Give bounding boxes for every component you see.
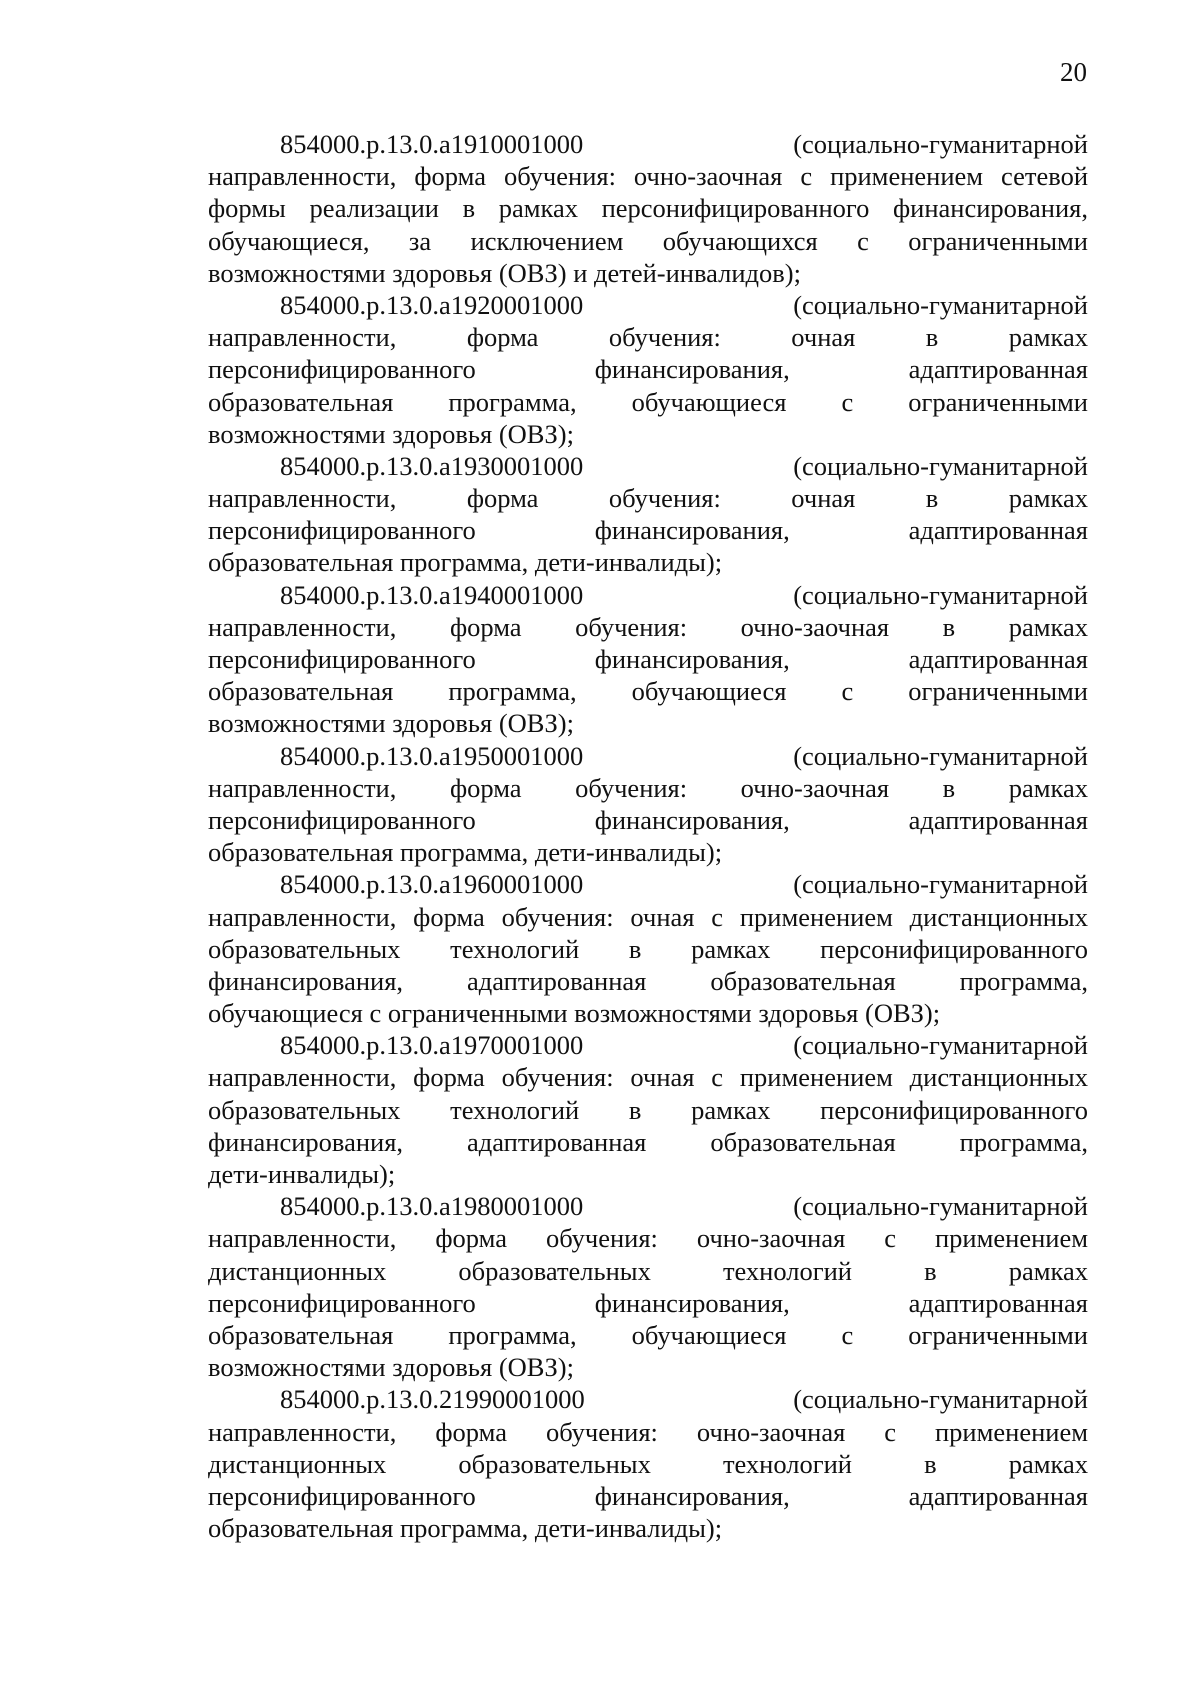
word: рамках	[1008, 483, 1088, 514]
word: очная	[791, 322, 856, 353]
service-code-entry	[208, 1029, 1088, 1190]
word: финансирования,	[594, 515, 790, 546]
word: образовательная	[208, 386, 394, 417]
word: персонифицированного	[208, 1287, 476, 1318]
word: в	[628, 1094, 642, 1125]
service-code-entry	[208, 1383, 1088, 1544]
entry-text-line	[208, 1126, 1088, 1158]
word: обучающиеся,	[208, 225, 370, 256]
word: обучения:	[608, 322, 721, 353]
word: в	[628, 933, 642, 964]
entry-first-line	[208, 868, 1088, 900]
entry-text-line	[208, 772, 1088, 804]
entry-text-line	[208, 386, 1088, 418]
service-code-entry	[208, 128, 1088, 289]
word: персонифицированного	[208, 804, 476, 835]
service-category: (социально-гуманитарной	[793, 129, 1088, 159]
word: направленности,	[208, 1416, 397, 1447]
entry-text-line: дети-инвалиды);	[208, 1159, 396, 1189]
word: технологий	[450, 1094, 580, 1125]
word: адаптированная	[467, 1126, 647, 1157]
entry-text-line	[208, 1480, 1088, 1512]
word: в	[942, 772, 956, 803]
entry-first-line	[208, 1190, 1088, 1222]
service-code-entry	[208, 868, 1088, 1029]
word: применением	[935, 1223, 1088, 1254]
word: финансирования,	[208, 1126, 404, 1157]
word: финансирования,	[594, 804, 790, 835]
word: рамках	[1008, 1255, 1088, 1286]
word: очно-заочная	[740, 611, 890, 642]
word: адаптированная	[908, 804, 1088, 835]
document-body	[208, 128, 1088, 1544]
word: направленности,	[208, 772, 397, 803]
service-code: 854000.р.13.0.а1950001000	[280, 740, 584, 771]
word: образовательных	[208, 933, 401, 964]
service-code: 854000.р.13.0.а1960001000	[280, 869, 584, 900]
word: форма	[435, 1416, 507, 1447]
service-category: (социально-гуманитарной	[793, 1191, 1088, 1222]
word: очная	[791, 483, 856, 514]
entry-text-line: направленности, форма обучения: очно-заочная с применением сетевой	[208, 161, 1088, 192]
entry-text-line	[208, 321, 1088, 353]
word: обучения:	[608, 483, 721, 514]
entry-text-line	[208, 353, 1088, 385]
word: с	[841, 676, 854, 707]
word: финансирования,	[208, 965, 404, 996]
word: финансирования,	[594, 644, 790, 674]
word: очно-заочная	[696, 1416, 846, 1447]
word: ограниченными	[908, 1319, 1088, 1350]
entry-text-line: образовательная программа, дети-инвалиды);	[208, 1513, 723, 1544]
word: с	[857, 225, 869, 256]
word: обучения:	[575, 611, 688, 642]
word: рамках	[1008, 772, 1088, 803]
word: ограниченными	[908, 386, 1088, 417]
entry-first-line	[208, 1383, 1088, 1415]
word: в	[925, 483, 939, 514]
word: адаптированная	[908, 1480, 1088, 1511]
entry-first-line	[208, 128, 1088, 160]
word: технологий	[450, 933, 580, 964]
word: технологий	[722, 1255, 852, 1286]
word: форма	[449, 611, 522, 642]
word: за	[408, 225, 432, 256]
word: рамках	[1008, 1448, 1088, 1479]
entry-text-line	[208, 675, 1088, 707]
word: обучающихся	[662, 225, 818, 256]
word: образовательная	[710, 965, 896, 996]
word: применением	[935, 1416, 1088, 1447]
word: с	[884, 1223, 897, 1254]
service-code-entry	[208, 740, 1088, 869]
entry-text-line: образовательная программа, дети-инвалиды);	[208, 837, 723, 868]
word: программа,	[448, 676, 577, 707]
word: направленности,	[208, 322, 397, 353]
service-category: (социально-гуманитарной	[793, 579, 1088, 610]
word: дистанционных	[208, 1448, 387, 1479]
word: персонифицированного	[208, 1480, 476, 1511]
word: рамках	[691, 933, 771, 964]
service-code-entry	[208, 579, 1088, 740]
word: направленности,	[208, 483, 397, 514]
word: форма	[466, 483, 539, 514]
service-category: (социально-гуманитарной	[793, 1384, 1088, 1415]
service-code: 854000.р.13.0.21990001000	[280, 1384, 585, 1415]
entry-first-line	[208, 740, 1088, 772]
word: программа,	[959, 965, 1088, 996]
word: дистанционных	[208, 1255, 387, 1286]
word: адаптированная	[908, 1287, 1088, 1318]
word: финансирования,	[594, 1480, 790, 1511]
word: образовательных	[208, 1094, 401, 1125]
word: адаптированная	[908, 354, 1088, 385]
entry-text-line: возможностями здоровья (ОВЗ);	[208, 1352, 574, 1383]
word: обучения:	[545, 1416, 658, 1447]
word: в	[942, 611, 956, 642]
entry-text-line	[208, 1094, 1088, 1126]
word: образовательная	[208, 676, 394, 707]
entry-text-line: направленности, форма обучения: очная с применением дистанционных	[208, 1062, 1088, 1093]
entry-text-line	[208, 1222, 1088, 1254]
word: с	[884, 1416, 897, 1447]
entry-text-line	[208, 514, 1088, 546]
entry-text-line: возможностями здоровья (ОВЗ);	[208, 708, 574, 739]
service-category: (социально-гуманитарной	[793, 869, 1088, 900]
entry-first-line	[208, 1029, 1088, 1061]
word: ограниченными	[908, 225, 1088, 256]
service-code: 854000.р.13.0.а1980001000	[280, 1191, 584, 1222]
page-number: 20	[1060, 57, 1087, 87]
word: в	[924, 1255, 937, 1286]
word: адаптированная	[908, 515, 1088, 546]
word: обучающиеся	[631, 676, 787, 707]
word: в	[924, 1448, 937, 1479]
word: рамках	[1008, 322, 1088, 353]
entry-first-line	[208, 289, 1088, 321]
service-category: (социально-гуманитарной	[793, 1030, 1088, 1061]
service-code: 854000.р.13.0.а1930001000	[280, 450, 584, 481]
word: форма	[435, 1223, 507, 1254]
service-code: 854000.р.13.0.а1970001000	[280, 1030, 584, 1061]
word: рамках	[691, 1094, 771, 1125]
service-code-entry	[208, 1190, 1088, 1383]
word: программа,	[959, 1126, 1088, 1157]
entry-text-line: образовательная программа, дети-инвалиды);	[208, 547, 723, 578]
word: исключением	[470, 225, 624, 256]
word: форма	[449, 772, 522, 803]
entry-text-line	[208, 1255, 1088, 1287]
entry-text-line	[208, 1416, 1088, 1448]
entry-first-line	[208, 450, 1088, 482]
word: финансирования,	[594, 1287, 790, 1318]
word: с	[841, 386, 854, 417]
word: направленности,	[208, 611, 397, 642]
word: обучения:	[575, 772, 688, 803]
service-category: (социально-гуманитарной	[793, 289, 1088, 320]
word: технологий	[722, 1448, 852, 1479]
word: образовательных	[458, 1448, 651, 1479]
word: в	[925, 322, 939, 353]
word: очно-заочная	[740, 772, 890, 803]
entry-text-line	[208, 1319, 1088, 1351]
entry-text-line	[208, 611, 1088, 643]
service-code-entry	[208, 289, 1088, 450]
service-code: 854000.р.13.0.а1910001000	[280, 129, 584, 159]
entry-first-line	[208, 579, 1088, 611]
word: программа,	[448, 386, 577, 417]
entry-text-line	[208, 482, 1088, 514]
word: направленности,	[208, 1223, 397, 1254]
entry-text-line	[208, 1287, 1088, 1319]
entry-text-line	[208, 1448, 1088, 1480]
word: ограниченными	[908, 676, 1088, 707]
entry-text-line	[208, 225, 1088, 257]
entry-text-line	[208, 804, 1088, 836]
word: адаптированная	[908, 644, 1088, 674]
word: персонифицированного	[208, 644, 476, 674]
word: образовательная	[710, 1126, 896, 1157]
entry-text-line	[208, 933, 1088, 965]
word: очно-заочная	[696, 1223, 846, 1254]
word: обучающиеся	[631, 386, 787, 417]
service-category: (социально-гуманитарной	[793, 740, 1088, 771]
entry-text-line	[208, 643, 1088, 675]
word: персонифицированного	[820, 933, 1088, 964]
service-code-entry	[208, 450, 1088, 579]
word: персонифицированного	[820, 1094, 1088, 1125]
service-code: 854000.р.13.0.а1920001000	[280, 289, 584, 320]
service-code: 854000.р.13.0.а1940001000	[280, 579, 584, 610]
word: образовательных	[458, 1255, 651, 1286]
word: финансирования,	[594, 354, 790, 385]
word: обучающиеся	[631, 1319, 787, 1350]
entry-text-line	[208, 965, 1088, 997]
word: с	[841, 1319, 854, 1350]
word: персонифицированного	[208, 354, 476, 385]
word: обучения:	[545, 1223, 658, 1254]
word: программа,	[448, 1319, 577, 1350]
word: адаптированная	[467, 965, 647, 996]
word: персонифицированного	[208, 515, 476, 546]
service-category: (социально-гуманитарной	[793, 450, 1088, 481]
entry-text-line: обучающиеся с ограниченными возможностями здоровья (ОВЗ);	[208, 998, 941, 1029]
word: форма	[466, 322, 539, 353]
entry-text-line: формы реализации в рамках персонифицированного финансирования,	[208, 193, 1088, 224]
word: рамках	[1008, 611, 1088, 642]
entry-text-line: направленности, форма обучения: очная с применением дистанционных	[208, 901, 1088, 932]
entry-text-line: возможностями здоровья (ОВЗ);	[208, 418, 574, 449]
word: образовательная	[208, 1319, 394, 1350]
entry-text-line: возможностями здоровья (ОВЗ) и детей-инвалидов);	[208, 257, 801, 288]
